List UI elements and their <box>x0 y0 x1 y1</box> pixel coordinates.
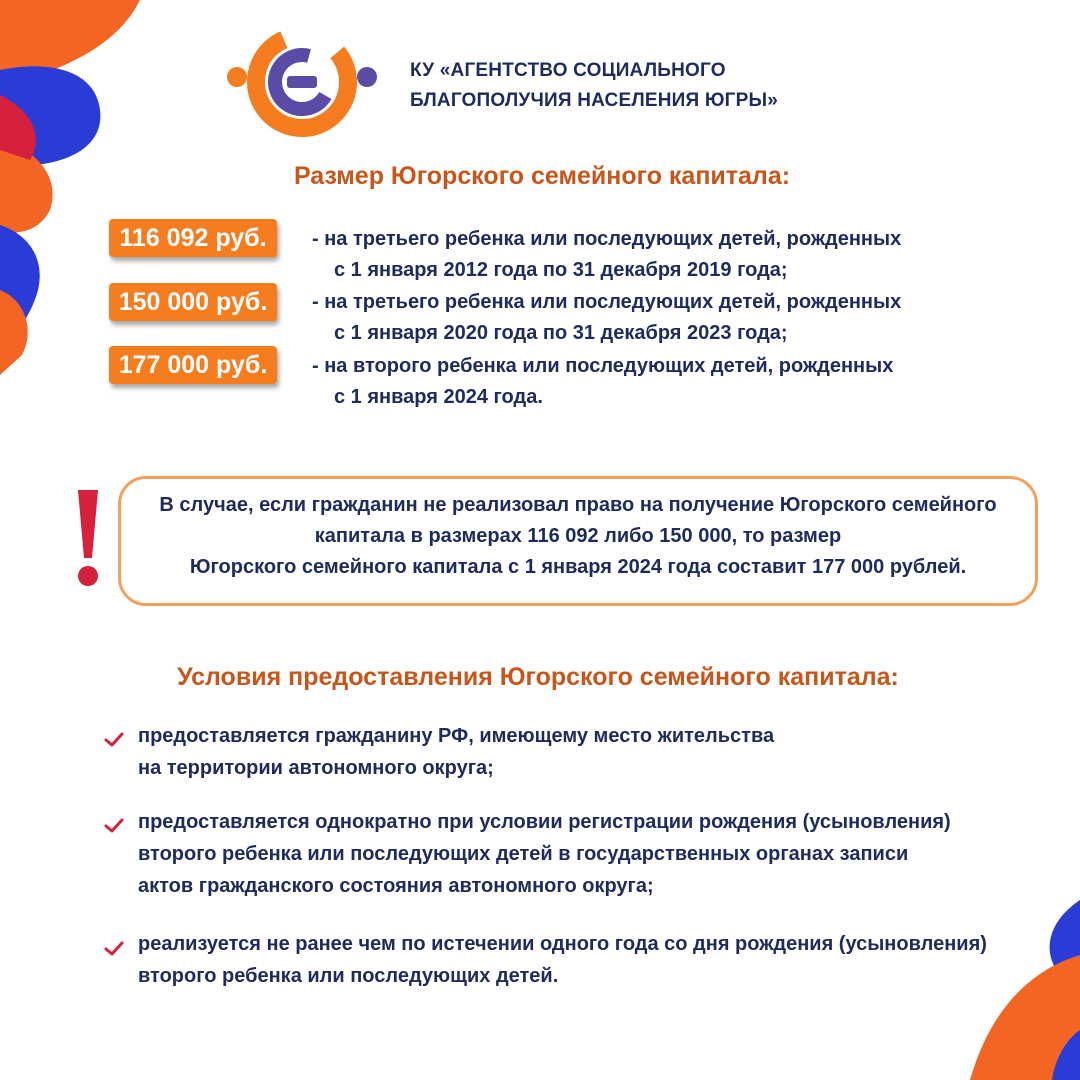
notice-line-1: В случае, если гражданин не реализовал право на получение Югорского семейного <box>159 494 997 516</box>
condition-item-3 <box>138 928 987 992</box>
condition-item-2-line-3: актов гражданского состояния автономного округа; <box>138 875 654 897</box>
amount-badge-3: 177 000 руб. <box>109 346 277 384</box>
amount-badge-1: 116 092 руб. <box>109 219 277 257</box>
checkmark-icon <box>104 941 124 957</box>
conditions-section-title: Условия предоставления Югорского семейного капитала: <box>177 663 899 691</box>
checkmark-icon <box>104 732 124 748</box>
org-name-line-1: КУ «АГЕНТСТВО СОЦИАЛЬНОГО <box>410 60 726 81</box>
notice-line-2: капитала в размерах 116 092 либо 150 000, то размер <box>314 525 842 547</box>
amount-description-2-line-2: с 1 января 2020 года по 31 декабря 2023 года; <box>334 322 788 344</box>
ribbon-decoration-right <box>970 900 1080 1080</box>
condition-item-1 <box>138 720 774 784</box>
org-name-line-2: БЛАГОПОЛУЧИЯ НАСЕЛЕНИЯ ЮГРЫ» <box>410 90 779 111</box>
amount-description-3-line-2: с 1 января 2024 года. <box>334 386 543 408</box>
amount-badge-2: 150 000 руб. <box>109 283 277 321</box>
checkmark-icon <box>104 818 124 834</box>
notice-line-3: Югорского семейного капитала с 1 января 2024 года составит 177 000 рублей. <box>189 556 967 578</box>
amount-description-3 <box>312 351 893 413</box>
condition-item-3-line-1: реализуется не ранее чем по истечении одного года со дня рождения (усыновления) <box>138 933 987 955</box>
condition-item-2 <box>138 806 951 902</box>
condition-item-1-line-1: предоставляется гражданину РФ, имеющему место жительства <box>138 725 775 747</box>
amount-description-3-line-1: - на второго ребенка или последующих детей, рожденных <box>312 355 894 377</box>
agency-logo <box>225 25 380 140</box>
amount-description-1-line-2: с 1 января 2012 года по 31 декабря 2019 года; <box>334 259 788 281</box>
size-section-title: Размер Югорского семейного капитала: <box>293 162 791 190</box>
amount-description-2-line-1: - на третьего ребенка или последующих детей, рожденных <box>312 291 902 313</box>
condition-item-3-line-2: второго ребенка или последующих детей. <box>138 965 559 987</box>
amount-description-1 <box>312 224 901 286</box>
amount-description-1-line-1: - на третьего ребенка или последующих детей, рожденных <box>312 228 902 250</box>
notice-text <box>121 490 1035 583</box>
condition-item-2-line-2: второго ребенка или последующих детей в государственных органах записи <box>138 843 909 865</box>
amount-description-2 <box>312 287 901 349</box>
org-name <box>410 56 778 116</box>
condition-item-2-line-1: предоставляется однократно при условии регистрации рождения (усыновления) <box>138 811 951 833</box>
condition-item-1-line-2: на территории автономного округа; <box>138 757 494 779</box>
exclamation-icon <box>70 486 106 590</box>
